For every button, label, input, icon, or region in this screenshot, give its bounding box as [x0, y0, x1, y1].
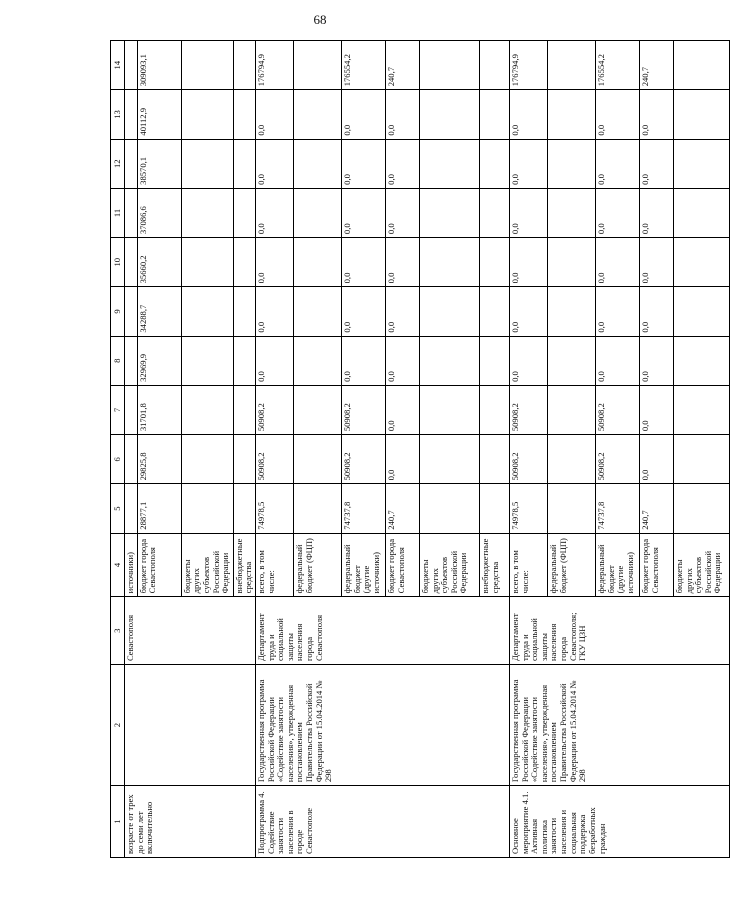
- value-cell: [233, 188, 255, 237]
- header-cell: 1: [111, 786, 125, 858]
- funding-source-cell: всего, в том числе:: [509, 533, 547, 597]
- value-cell: 0,0: [639, 90, 673, 139]
- value-cell: 50908,2: [341, 385, 385, 434]
- value-cell: [419, 336, 479, 385]
- value-cell: [419, 385, 479, 434]
- value-cell: [479, 336, 509, 385]
- value-cell: 0,0: [255, 238, 293, 287]
- value-cell: [125, 90, 138, 139]
- funding-source-cell: федеральный бюджет (ФЦП): [547, 533, 595, 597]
- value-cell: [673, 139, 729, 188]
- value-cell: 0,0: [255, 287, 293, 336]
- table-body: [111, 41, 730, 858]
- value-cell: [547, 287, 595, 336]
- value-cell: 37086,6: [137, 188, 181, 237]
- value-cell: [293, 139, 341, 188]
- value-cell: [419, 41, 479, 90]
- program-name-cell: Основное мероприятие 4.1. Активная политика занятости населения и социальная поддержка безработных граждан: [509, 786, 729, 858]
- value-cell: 0,0: [595, 336, 639, 385]
- value-cell: 0,0: [509, 336, 547, 385]
- value-cell: 74978,5: [255, 484, 293, 533]
- federal-program-cell: Государственная программа Российской Федерации «Содействие занятости населения», утвержденная постановлением Правительства Российской Федерации от 15.04.2014 № 298: [509, 665, 729, 786]
- value-cell: [479, 90, 509, 139]
- value-cell: [181, 90, 233, 139]
- value-cell: [479, 385, 509, 434]
- value-cell: [181, 238, 233, 287]
- value-cell: 50908,2: [509, 385, 547, 434]
- value-cell: 0,0: [385, 287, 419, 336]
- value-cell: 176554,2: [341, 41, 385, 90]
- value-cell: [233, 41, 255, 90]
- funding-source-cell: бюджеты других субъектов Российской Федерации: [181, 533, 233, 597]
- value-cell: [547, 238, 595, 287]
- value-cell: 0,0: [595, 139, 639, 188]
- value-cell: 176794,9: [255, 41, 293, 90]
- value-cell: [547, 41, 595, 90]
- value-cell: [419, 238, 479, 287]
- value-cell: 40112,9: [137, 90, 181, 139]
- value-cell: [673, 90, 729, 139]
- header-cell: 12: [111, 139, 125, 188]
- rotated-table-wrapper: [110, 40, 723, 858]
- value-cell: [293, 238, 341, 287]
- value-cell: [547, 484, 595, 533]
- table-row: [509, 41, 547, 858]
- header-cell: 13: [111, 90, 125, 139]
- value-cell: [181, 385, 233, 434]
- header-cell: 2: [111, 665, 125, 786]
- value-cell: [293, 484, 341, 533]
- value-cell: [419, 484, 479, 533]
- value-cell: [419, 435, 479, 484]
- funding-source-cell: федеральный бюджет (другие источники): [341, 533, 385, 597]
- header-cell: 7: [111, 385, 125, 434]
- federal-program-cell: Государственная программа Российской Федерации «Содействие занятости населения», утвержденная постановлением Правительства Российской Федерации от 15.04.2014 № 298: [255, 665, 509, 786]
- funding-source-cell: бюджеты других субъектов Российской Федерации: [673, 533, 729, 597]
- value-cell: [673, 435, 729, 484]
- value-cell: [181, 139, 233, 188]
- value-cell: [181, 336, 233, 385]
- funding-source-cell: федеральный бюджет (другие источники): [595, 533, 639, 597]
- value-cell: [673, 385, 729, 434]
- value-cell: 0,0: [385, 188, 419, 237]
- value-cell: [479, 484, 509, 533]
- value-cell: 0,0: [341, 139, 385, 188]
- value-cell: [125, 484, 138, 533]
- budget-table: [110, 40, 730, 858]
- value-cell: [547, 90, 595, 139]
- value-cell: 31701,8: [137, 385, 181, 434]
- value-cell: 50908,2: [341, 435, 385, 484]
- value-cell: [293, 287, 341, 336]
- value-cell: [125, 139, 138, 188]
- funding-source-cell: бюджеты других субъектов Российской Федерации: [419, 533, 479, 597]
- header-cell: 8: [111, 336, 125, 385]
- value-cell: 0,0: [385, 435, 419, 484]
- value-cell: 0,0: [255, 90, 293, 139]
- federal-program-cell: [125, 665, 256, 786]
- value-cell: 50908,2: [255, 385, 293, 434]
- value-cell: 0,0: [509, 238, 547, 287]
- value-cell: 74737,8: [595, 484, 639, 533]
- program-name-cell: возрасте от трех до семи лет включительно: [125, 786, 256, 858]
- value-cell: 32969,9: [137, 336, 181, 385]
- header-cell: 4: [111, 533, 125, 597]
- value-cell: [293, 41, 341, 90]
- header-cell: 5: [111, 484, 125, 533]
- value-cell: [547, 435, 595, 484]
- value-cell: 28877,1: [137, 484, 181, 533]
- value-cell: 0,0: [255, 336, 293, 385]
- value-cell: 50908,2: [509, 435, 547, 484]
- value-cell: 240,7: [639, 484, 673, 533]
- funding-source-cell: федеральный бюджет (ФЦП): [293, 533, 341, 597]
- value-cell: [547, 385, 595, 434]
- value-cell: [125, 188, 138, 237]
- header-cell: 11: [111, 188, 125, 237]
- value-cell: 0,0: [341, 90, 385, 139]
- value-cell: 0,0: [639, 287, 673, 336]
- value-cell: [181, 188, 233, 237]
- value-cell: 0,0: [509, 188, 547, 237]
- table-row: [125, 41, 138, 858]
- funding-source-cell: внебюджетные средства: [233, 533, 255, 597]
- value-cell: 0,0: [341, 287, 385, 336]
- value-cell: 0,0: [341, 238, 385, 287]
- value-cell: 176554,2: [595, 41, 639, 90]
- value-cell: 0,0: [341, 336, 385, 385]
- value-cell: [547, 336, 595, 385]
- funding-source-cell: всего, в том числе:: [255, 533, 293, 597]
- value-cell: [673, 336, 729, 385]
- value-cell: 240,7: [385, 484, 419, 533]
- value-cell: 0,0: [509, 139, 547, 188]
- header-cell: 14: [111, 41, 125, 90]
- value-cell: [419, 90, 479, 139]
- value-cell: 0,0: [509, 287, 547, 336]
- value-cell: 0,0: [639, 385, 673, 434]
- value-cell: 0,0: [595, 90, 639, 139]
- value-cell: [479, 238, 509, 287]
- value-cell: 38570,1: [137, 139, 181, 188]
- header-cell: 3: [111, 597, 125, 665]
- page-number: 68: [313, 12, 327, 27]
- value-cell: [673, 188, 729, 237]
- value-cell: [181, 41, 233, 90]
- value-cell: 0,0: [595, 238, 639, 287]
- value-cell: [547, 139, 595, 188]
- header-row: [111, 41, 125, 858]
- value-cell: [125, 287, 138, 336]
- value-cell: [547, 188, 595, 237]
- value-cell: 74978,5: [509, 484, 547, 533]
- value-cell: [233, 90, 255, 139]
- value-cell: [479, 435, 509, 484]
- responsible-cell: Севастополя: [125, 597, 256, 665]
- value-cell: [233, 484, 255, 533]
- value-cell: 309093,1: [137, 41, 181, 90]
- program-name-cell: Подпрограмма 4. Содействие занятости населения в городе Севастополе: [255, 786, 509, 858]
- value-cell: 50908,2: [595, 385, 639, 434]
- value-cell: 0,0: [639, 435, 673, 484]
- value-cell: [293, 90, 341, 139]
- value-cell: 240,7: [639, 41, 673, 90]
- value-cell: 0,0: [341, 188, 385, 237]
- value-cell: 50908,2: [255, 435, 293, 484]
- value-cell: [125, 41, 138, 90]
- funding-source-cell: бюджет города Севастополя: [385, 533, 419, 597]
- funding-source-cell: бюджет города Севастополя: [137, 533, 181, 597]
- value-cell: [419, 287, 479, 336]
- value-cell: [293, 188, 341, 237]
- value-cell: 0,0: [595, 287, 639, 336]
- header-cell: 6: [111, 435, 125, 484]
- value-cell: [479, 41, 509, 90]
- funding-source-cell: источники): [125, 533, 138, 597]
- value-cell: [233, 139, 255, 188]
- value-cell: [479, 287, 509, 336]
- value-cell: 0,0: [509, 90, 547, 139]
- value-cell: 0,0: [255, 139, 293, 188]
- value-cell: [233, 435, 255, 484]
- funding-source-cell: бюджет города Севастополя: [639, 533, 673, 597]
- table-row: [255, 41, 293, 858]
- value-cell: 50908,2: [595, 435, 639, 484]
- value-cell: [293, 385, 341, 434]
- value-cell: [181, 484, 233, 533]
- value-cell: 0,0: [385, 90, 419, 139]
- header-cell: 10: [111, 238, 125, 287]
- value-cell: [479, 188, 509, 237]
- value-cell: [181, 435, 233, 484]
- value-cell: 0,0: [385, 336, 419, 385]
- value-cell: [125, 336, 138, 385]
- value-cell: [673, 484, 729, 533]
- responsible-cell: Департамент труда и социальной защиты населения города Севастополя; ГКУ ЦЗН: [509, 597, 729, 665]
- value-cell: 34288,7: [137, 287, 181, 336]
- value-cell: [673, 238, 729, 287]
- funding-source-cell: внебюджетные средства: [479, 533, 509, 597]
- value-cell: [293, 336, 341, 385]
- value-cell: [181, 287, 233, 336]
- value-cell: 74737,8: [341, 484, 385, 533]
- value-cell: [233, 238, 255, 287]
- value-cell: 240,7: [385, 41, 419, 90]
- value-cell: [293, 435, 341, 484]
- value-cell: 0,0: [639, 238, 673, 287]
- value-cell: 0,0: [255, 188, 293, 237]
- value-cell: [673, 41, 729, 90]
- value-cell: [125, 238, 138, 287]
- header-cell: 9: [111, 287, 125, 336]
- value-cell: [125, 385, 138, 434]
- value-cell: [233, 287, 255, 336]
- value-cell: 35660,2: [137, 238, 181, 287]
- value-cell: 0,0: [639, 139, 673, 188]
- value-cell: [419, 188, 479, 237]
- value-cell: 0,0: [385, 238, 419, 287]
- value-cell: 0,0: [639, 188, 673, 237]
- value-cell: 0,0: [385, 139, 419, 188]
- value-cell: 0,0: [595, 188, 639, 237]
- value-cell: 0,0: [385, 385, 419, 434]
- value-cell: [673, 287, 729, 336]
- value-cell: [125, 435, 138, 484]
- value-cell: [479, 139, 509, 188]
- value-cell: 176794,9: [509, 41, 547, 90]
- value-cell: [233, 336, 255, 385]
- value-cell: [233, 385, 255, 434]
- value-cell: 29825,8: [137, 435, 181, 484]
- responsible-cell: Департамент труда и социальной защиты населения города Севастополя: [255, 597, 509, 665]
- value-cell: [419, 139, 479, 188]
- value-cell: 0,0: [639, 336, 673, 385]
